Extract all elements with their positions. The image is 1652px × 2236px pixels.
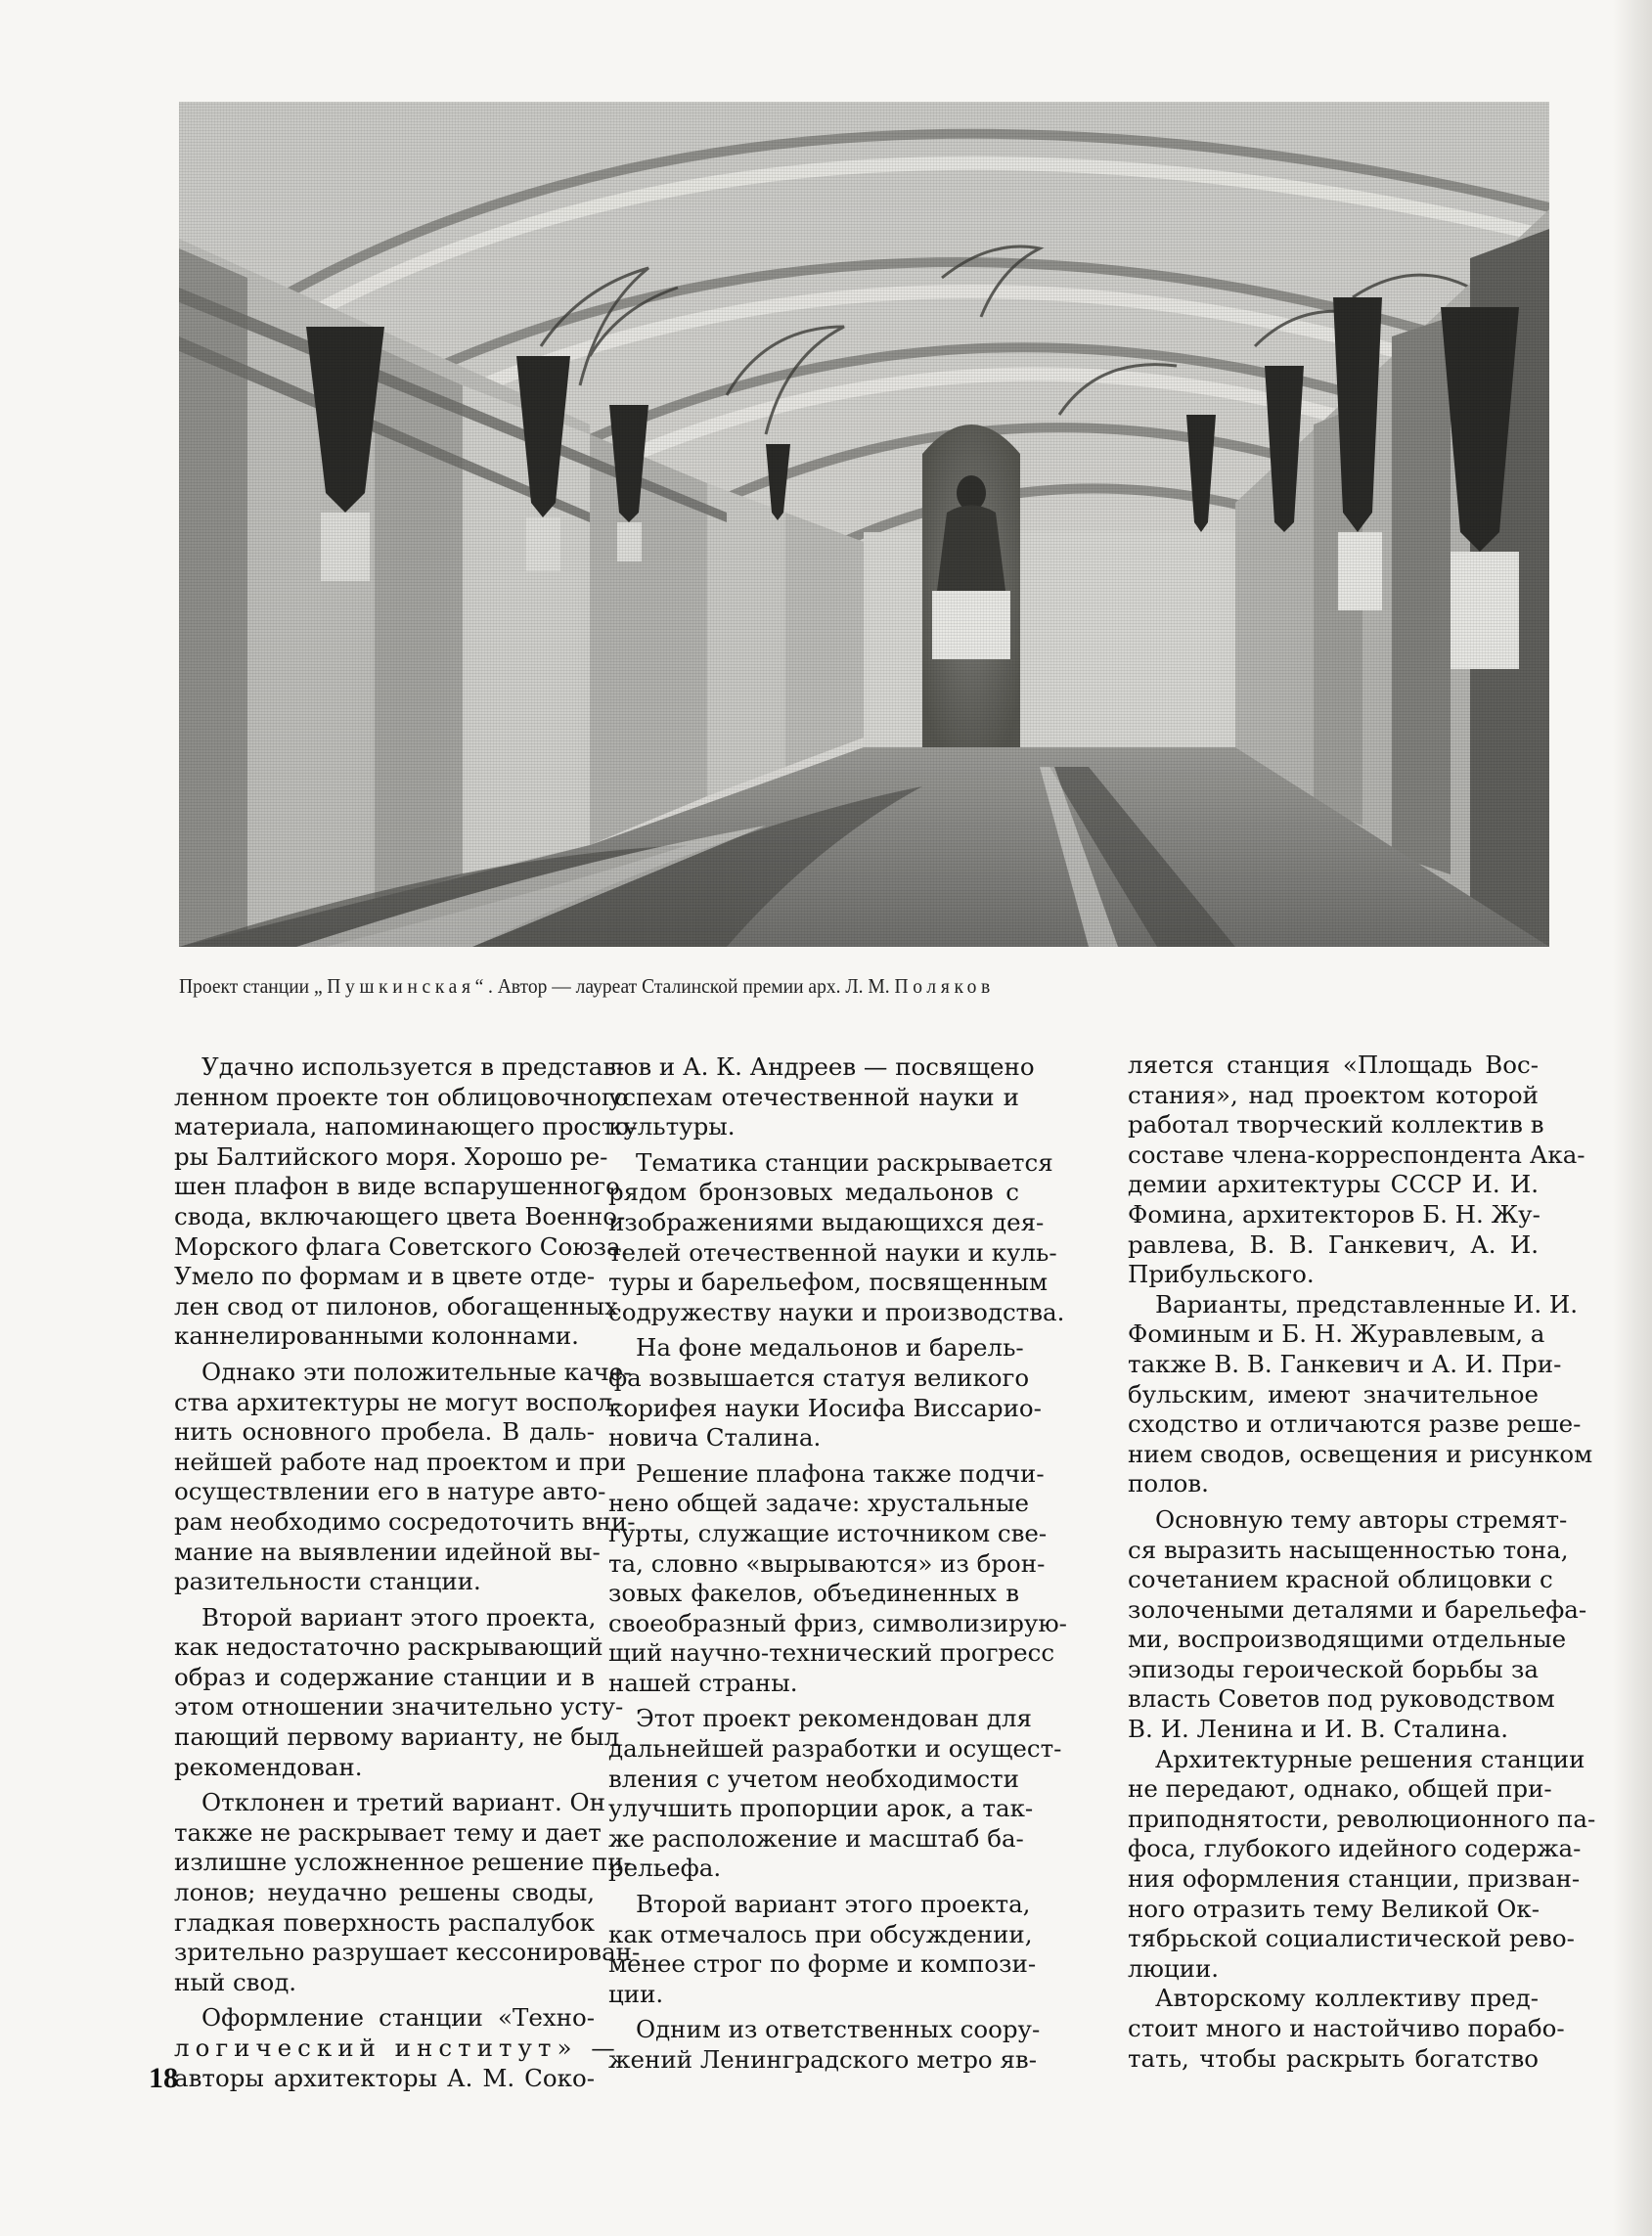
text-line: лонов; неудачно решены своды,: [174, 1878, 595, 1907]
text-line: этом отношении значительно усту-: [174, 1692, 624, 1722]
text-line: рекомендован.: [174, 1752, 363, 1781]
text-line: Тематика станции раскрывается: [636, 1147, 1053, 1177]
text-line: сочетанием красной облицовки с: [1128, 1565, 1553, 1594]
text-line: Удачно используется в представ-: [201, 1052, 625, 1081]
text-line: образ и содержание станции и в: [174, 1662, 595, 1691]
text-line: авторы архитекторы А. М. Соко-: [174, 2063, 595, 2092]
text-line: стания», над проектом которой: [1128, 1080, 1539, 1109]
text-line: тябрьской социалистической рево-: [1128, 1924, 1575, 1953]
text-line: ляется станция «Площадь Вос-: [1128, 1051, 1539, 1079]
text-line: В. И. Ленина и И. В. Сталина.: [1128, 1715, 1509, 1744]
text-column-3: [1128, 1051, 1596, 2074]
text-line: Оформление станции «Техно-: [201, 2003, 595, 2033]
text-column-2: [608, 1052, 1067, 2076]
text-line: вления с учетом необходимости: [608, 1764, 1019, 1793]
text-line: Фомина, архитекторов Б. Н. Жу-: [1128, 1199, 1540, 1229]
text-line: ный свод.: [174, 1967, 297, 1996]
text-line: Однако эти положительные каче-: [201, 1357, 632, 1386]
text-line: власть Советов под руководством: [1128, 1684, 1555, 1714]
text-line: Одним из ответственных соору-: [636, 2015, 1041, 2044]
text-line: как недостаточно раскрывающий: [174, 1632, 603, 1662]
text-line: менее строг по форме и компози-: [608, 1949, 1037, 1979]
text-line: стоит много и настойчиво порабо-: [1128, 2014, 1565, 2042]
text-line: Варианты, представленные И. И.: [1155, 1289, 1579, 1319]
text-line: улучшить пропорции арок, а так-: [608, 1794, 1034, 1823]
text-line: Морского флага Советского Союза.: [174, 1231, 629, 1261]
text-line: мание на выявлении идейной вы-: [174, 1537, 601, 1566]
text-line: ся выразить насыщенностью тона,: [1128, 1535, 1569, 1564]
text-line: Отклонен и третий вариант. Он: [201, 1788, 605, 1817]
text-line: зрительно разрушает кессонирован-: [174, 1938, 641, 1967]
text-line: ры Балтийского моря. Хорошо ре-: [174, 1141, 608, 1171]
text-line: телей отечественной науки и куль-: [608, 1237, 1057, 1267]
text-line: жений Ленинградского метро яв-: [608, 2045, 1037, 2074]
page-edge-shadow: [1613, 0, 1652, 2236]
text-line: новича Сталина.: [608, 1423, 822, 1453]
text-line: Решение плафона также подчи-: [636, 1458, 1045, 1488]
text-line: ми, воспроизводящими отдельные: [1128, 1625, 1567, 1654]
caption-station-name: „Пушкинская“: [313, 974, 488, 998]
text-line: ния оформления станции, призван-: [1128, 1864, 1581, 1894]
text-line: нием сводов, освещения и рисунком: [1128, 1439, 1593, 1468]
caption-author-surname: Поляков: [894, 974, 995, 998]
text-line: Второй вариант этого проекта,: [636, 1890, 1031, 1919]
text-line: содружеству науки и производства.: [608, 1297, 1065, 1326]
text-line: полов.: [1128, 1469, 1209, 1498]
text-line: эпизоды героической борьбы за: [1128, 1654, 1539, 1683]
text-line: нейшей работе над проектом и при: [174, 1447, 627, 1476]
text-line: рам необходимо сосредоточить вни-: [174, 1506, 636, 1536]
text-line: равлева, В. В. Ганкевич, А. И.: [1128, 1230, 1539, 1259]
text-line: материала, напоминающего просто-: [174, 1112, 638, 1141]
text-line: нить основного пробела. В даль-: [174, 1417, 595, 1447]
text-line: шен плафон в виде вспарушенного: [174, 1172, 620, 1201]
text-line: приподнятости, революционного па-: [1128, 1804, 1596, 1833]
station-illustration: [179, 102, 1549, 947]
text-line: работал творческий коллектив в: [1128, 1110, 1544, 1140]
text-line: тать, чтобы раскрыть богатство: [1128, 2043, 1539, 2073]
text-line: Фоминым и Б. Н. Журавлевым, а: [1128, 1319, 1545, 1349]
metro-hall-rendering-image: [179, 102, 1549, 947]
caption-suffix: . Автор — лауреат Сталинской премии арх. Л. М.: [487, 974, 895, 998]
text-line: нено общей задаче: хрустальные: [608, 1489, 1030, 1518]
figure-caption: [179, 974, 1453, 999]
text-line: гладкая поверхность распалубок: [174, 1907, 595, 1937]
text-line: же расположение и масштаб ба-: [608, 1823, 1024, 1853]
text-line: фа возвышается статуя великого: [608, 1363, 1030, 1392]
text-line: составе члена-корреспондента Ака-: [1128, 1140, 1585, 1169]
text-line: щий научно-технический прогресс: [608, 1638, 1055, 1668]
text-line: та, словно «вырываются» из брон-: [608, 1548, 1046, 1578]
text-line: разительности станции.: [174, 1567, 481, 1596]
text-line: Этот проект рекомендован для: [636, 1704, 1032, 1733]
text-line: Архитектурные решения станции: [1155, 1744, 1585, 1773]
text-line: Второй вариант этого проекта,: [201, 1602, 597, 1632]
text-line: ции.: [608, 1979, 664, 2008]
caption-prefix: Проект станции: [179, 974, 314, 998]
text-line: лен свод от пилонов, обогащенных: [174, 1291, 618, 1320]
text-line: успехам отечественной науки и: [608, 1082, 1019, 1111]
text-line: гурты, служащие источником све-: [608, 1518, 1048, 1547]
text-line: фоса, глубокого идейного содержа-: [1128, 1834, 1582, 1863]
text-line: также В. В. Ганкевич и А. И. При-: [1128, 1349, 1562, 1378]
text-line: как отмечалось при обсуждении,: [608, 1919, 1033, 1948]
text-line: бульским, имеют значительное: [1128, 1379, 1539, 1409]
text-line: также не раскрывает тему и дает: [174, 1817, 602, 1847]
text-line: своеобразный фриз, символизирую-: [608, 1608, 1067, 1637]
text-line: На фоне медальонов и барель-: [636, 1333, 1024, 1363]
text-line: лов и А. К. Андреев — посвящено: [608, 1052, 1035, 1081]
text-line: ного отразить тему Великой Ок-: [1128, 1894, 1540, 1923]
text-line: пающий первому варианту, не был: [174, 1722, 620, 1752]
text-line: Умело по формам и в цвете отде-: [174, 1262, 596, 1291]
text-line: изображениями выдающихся дея-: [608, 1207, 1045, 1236]
text-line: излишне усложненное решение пи-: [174, 1848, 632, 1877]
text-line: Прибульского.: [1128, 1260, 1315, 1289]
text-line: зовых факелов, объединенных в: [608, 1579, 1019, 1608]
text-line: Авторскому коллективу пред-: [1155, 1984, 1539, 2013]
text-line: ленном проекте тон облицовочного: [174, 1082, 629, 1111]
text-line: золочеными деталями и барельефа-: [1128, 1594, 1587, 1624]
text-line: свода, включающего цвета Военно-: [174, 1201, 626, 1230]
text-line: нашей страны.: [608, 1668, 798, 1697]
page-number: 18: [149, 2062, 178, 2094]
text-line: культуры.: [608, 1112, 736, 1141]
text-line: люции.: [1128, 1953, 1220, 1983]
text-line: туры и барельефом, посвященным: [608, 1268, 1049, 1297]
text-line: каннелированными колоннами.: [174, 1321, 579, 1351]
text-line: Основную тему авторы стремят-: [1155, 1504, 1568, 1534]
text-line: рельефа.: [608, 1854, 722, 1883]
text-line: корифея науки Иосифа Виссарио-: [608, 1393, 1042, 1422]
text-line: демии архитектуры СССР И. И.: [1128, 1170, 1539, 1199]
text-line: логический институт» —: [174, 2034, 621, 2062]
text-line: сходство и отличаются разве реше-: [1128, 1409, 1582, 1439]
text-line: не передают, однако, общей при-: [1128, 1774, 1552, 1804]
text-line: осуществлении его в натуре авто-: [174, 1477, 606, 1506]
text-line: дальнейшей разработки и осущест-: [608, 1734, 1062, 1764]
text-line: ства архитектуры не могут воспол-: [174, 1387, 621, 1416]
text-line: рядом бронзовых медальонов с: [608, 1178, 1019, 1207]
text-column-1: [174, 1052, 641, 2093]
